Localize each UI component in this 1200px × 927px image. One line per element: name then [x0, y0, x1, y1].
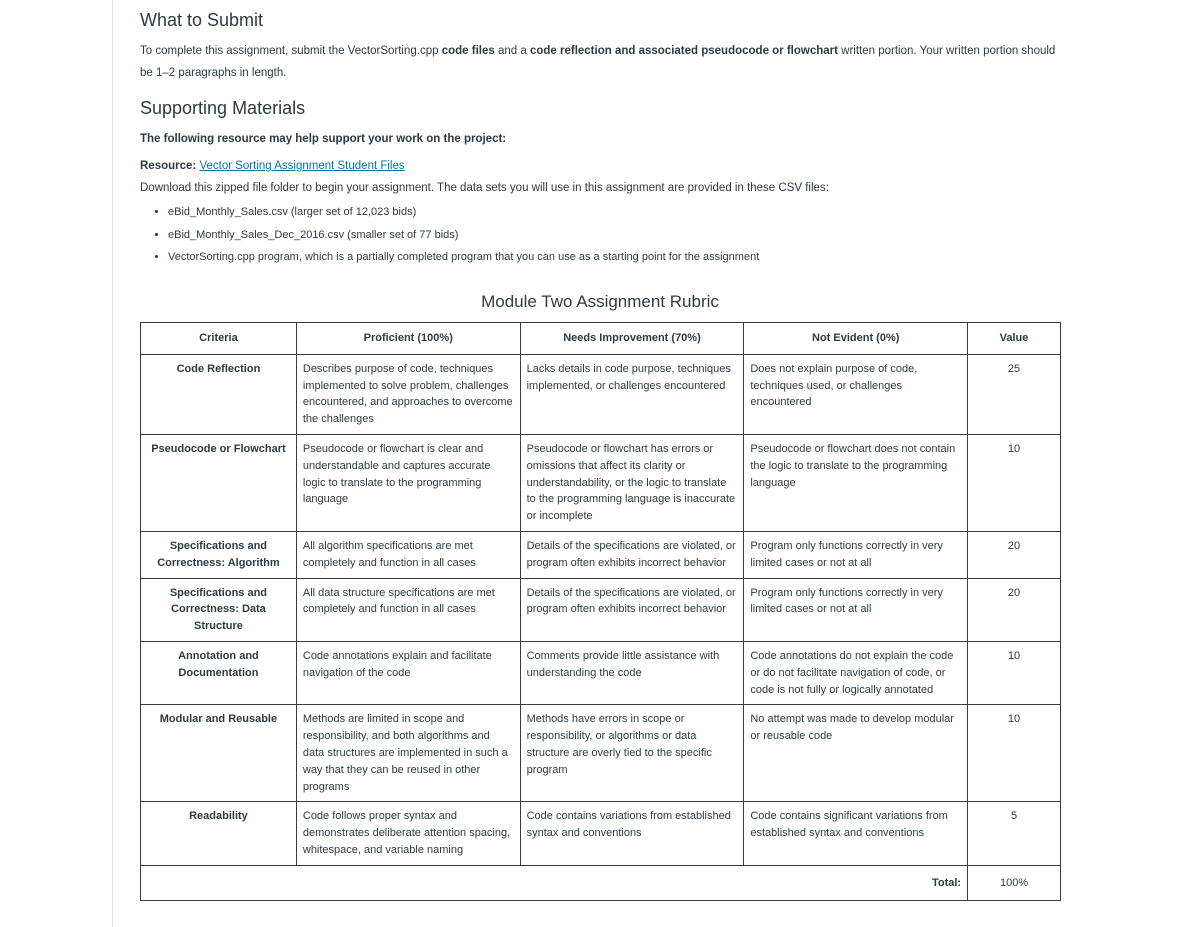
value-cell: 10 — [968, 641, 1061, 704]
criteria-cell: Readability — [141, 802, 297, 865]
rubric-title: Module Two Assignment Rubric — [481, 292, 719, 311]
needs-improvement-cell: Pseudocode or flowchart has errors or omissions that affect its clarity or understandability, or the logic to translate to the programming language is inaccurate or incomplete — [520, 434, 744, 531]
needs-improvement-cell: Comments provide little assistance with understanding the code — [520, 641, 744, 704]
table-row — [141, 354, 1061, 434]
rubric-header-row — [141, 323, 1061, 355]
not-evident-cell: Code contains significant variations from established syntax and conventions — [744, 802, 968, 865]
supporting-materials-heading: Supporting Materials — [140, 98, 306, 118]
needs-improvement-cell: Details of the specifications are violated, or program often exhibits incorrect behavior — [520, 531, 744, 578]
total-row — [141, 865, 1061, 900]
not-evident-cell: Pseudocode or flowchart does not contain the logic to translate to the programming language — [744, 434, 968, 531]
submit-paragraph — [140, 40, 1062, 84]
proficient-cell: Code follows proper syntax and demonstrates deliberate attention spacing, whitespace, and variable naming — [296, 802, 520, 865]
needs-improvement-cell: Lacks details in code purpose, techniques implemented, or challenges encountered — [520, 354, 744, 434]
student-files-link[interactable]: Vector Sorting Assignment Student Files — [199, 160, 405, 172]
criteria-cell: Modular and Reusable — [141, 705, 297, 802]
submit-text-1: To complete this assignment, submit the VectorSorting.cpp — [140, 45, 442, 57]
submit-bold-2: code reflection and associated pseudocode or flowchart — [529, 45, 838, 57]
content-left-border — [112, 0, 113, 927]
proficient-cell: Methods are limited in scope and responsibility, and both algorithms and data structures are implemented in such a way that they can be reused in other programs — [296, 705, 520, 802]
csv-file-list — [140, 201, 759, 269]
header-criteria: Criteria — [141, 323, 297, 355]
value-cell: 10 — [968, 434, 1061, 531]
list-item: • VectorSorting.cpp program, which is a partially completed program that you can use as a starting point for the assignment — [168, 246, 759, 269]
list-item: • eBid_Monthly_Sales_Dec_2016.csv (smaller set of 77 bids) — [168, 224, 759, 247]
not-evident-cell: No attempt was made to develop modular or reusable code — [744, 705, 968, 802]
table-row — [141, 578, 1061, 641]
needs-improvement-cell: Methods have errors in scope or responsibility, or algorithms or data structure are overly tied to the specific program — [520, 705, 744, 802]
table-row — [141, 802, 1061, 865]
table-row — [141, 705, 1061, 802]
list-item: • eBid_Monthly_Sales.csv (larger set of 12,023 bids) — [168, 201, 759, 224]
submit-text-3: written portion. Your written portion should be 1–2 paragraphs in length. — [140, 45, 1056, 79]
resource-line — [140, 158, 405, 174]
value-cell: 20 — [968, 531, 1061, 578]
proficient-cell: Code annotations explain and facilitate navigation of the code — [296, 641, 520, 704]
table-row — [141, 641, 1061, 704]
needs-improvement-cell: Details of the specifications are violated, or program often exhibits incorrect behavior — [520, 578, 744, 641]
proficient-cell: All algorithm specifications are met completely and function in all cases — [296, 531, 520, 578]
table-row — [141, 434, 1061, 531]
not-evident-cell: Program only functions correctly in very limited cases or not at all — [744, 531, 968, 578]
total-value: 100% — [968, 865, 1061, 900]
proficient-cell: Pseudocode or flowchart is clear and understandable and captures accurate logic to translate to the programming language — [296, 434, 520, 531]
criteria-cell: Pseudocode or Flowchart — [141, 434, 297, 531]
what-to-submit-heading: What to Submit — [140, 10, 264, 30]
value-cell: 25 — [968, 354, 1061, 434]
download-instructions: Download this zipped file folder to begin your assignment. The data sets you will use in this assignment are provided in these CSV files: — [140, 182, 829, 194]
total-label: Total: — [141, 865, 968, 900]
criteria-cell: Annotation and Documentation — [141, 641, 297, 704]
header-value: Value — [968, 323, 1061, 355]
proficient-cell: All data structure specifications are met completely and function in all cases — [296, 578, 520, 641]
submit-text-2: and a — [494, 45, 530, 57]
header-not-evident: Not Evident (0%) — [744, 323, 968, 355]
criteria-cell: Code Reflection — [141, 354, 297, 434]
value-cell: 5 — [968, 802, 1061, 865]
not-evident-cell: Does not explain purpose of code, techniques used, or challenges encountered — [744, 354, 968, 434]
value-cell: 10 — [968, 705, 1061, 802]
proficient-cell: Describes purpose of code, techniques implemented to solve problem, challenges encountered, and approaches to overcome the challenges — [296, 354, 520, 434]
rubric-table — [140, 322, 1061, 901]
header-needs-improvement: Needs Improvement (70%) — [520, 323, 744, 355]
not-evident-cell: Program only functions correctly in very limited cases or not at all — [744, 578, 968, 641]
criteria-cell: Specifications and Correctness: Algorithm — [141, 531, 297, 578]
table-row — [141, 531, 1061, 578]
header-proficient: Proficient (100%) — [296, 323, 520, 355]
submit-bold-1: code files — [441, 45, 495, 57]
resource-label: Resource: — [140, 160, 200, 172]
needs-improvement-cell: Code contains variations from established syntax and conventions — [520, 802, 744, 865]
criteria-cell: Specifications and Correctness: Data Structure — [141, 578, 297, 641]
not-evident-cell: Code annotations do not explain the code or do not facilitate navigation of code, or code is not fully or logically annotated — [744, 641, 968, 704]
value-cell: 20 — [968, 578, 1061, 641]
supporting-intro: The following resource may help support your work on the project: — [140, 133, 507, 145]
